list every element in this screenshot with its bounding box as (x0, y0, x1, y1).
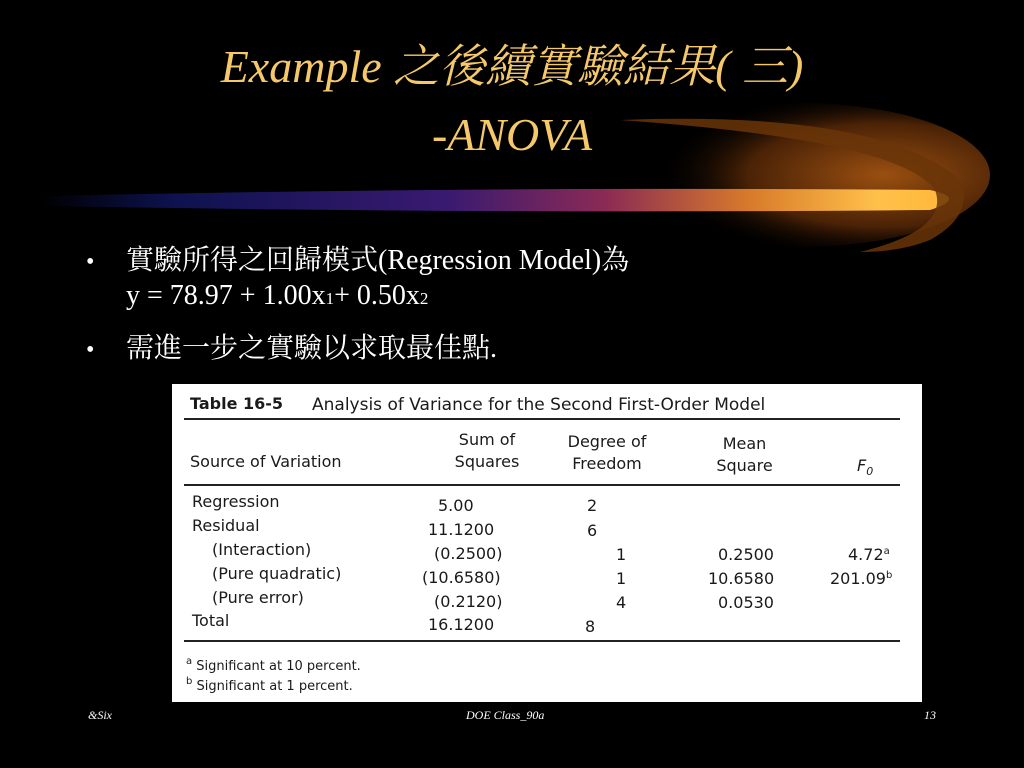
footnote-text: Significant at 1 percent. (196, 679, 353, 694)
header-mean-square (687, 433, 802, 477)
bullet-marker: • (86, 337, 95, 363)
header-ss-line1: Sum of (458, 430, 516, 449)
header-ms-line1: Mean (722, 434, 767, 453)
cell-df: 6 (587, 521, 598, 540)
bullet-text: 需進一步之實驗以求取最佳點. (126, 333, 498, 364)
equation-part-2: + 0.50x (334, 280, 420, 311)
footnote (186, 656, 361, 674)
cell-source: (Pure error) (212, 588, 304, 607)
cell-f0-mark: a (883, 546, 890, 557)
bullet-text-zh: 實驗所得之回歸模式 (126, 245, 379, 276)
cell-df: 1 (616, 569, 627, 588)
header-df-line1: Degree of (567, 432, 647, 451)
footnote (186, 676, 353, 694)
header-sum-of-squares (422, 429, 552, 473)
bullet-text-suffix: 為 (601, 245, 630, 276)
cell-df: 1 (616, 545, 627, 564)
anova-table (172, 384, 922, 702)
footnote-mark: a (186, 656, 193, 667)
cell-f0-value: 201.09 (830, 569, 886, 588)
bullet-list (86, 238, 629, 368)
table-caption: Analysis of Variance for the Second First-Order Model (312, 395, 766, 415)
bullet-item (86, 326, 629, 368)
footnote-text: Significant at 10 percent. (196, 659, 361, 674)
cell-source: (Pure quadratic) (212, 564, 342, 583)
slide-subtitle: -ANOVA (431, 109, 593, 160)
cell-ss: 16.1200 (428, 615, 495, 634)
header-f0 (857, 456, 873, 478)
cell-df: 8 (585, 617, 596, 636)
slide-number: 13 (924, 708, 936, 722)
equation-subscript-1: 1 (325, 289, 335, 308)
cell-df: 2 (587, 496, 598, 515)
header-df-line2: Freedom (572, 454, 642, 473)
regression-equation (86, 280, 629, 326)
cell-source: Regression (192, 492, 280, 511)
cell-ss: (10.6580) (422, 568, 501, 587)
cell-ss: (0.2500) (434, 544, 503, 563)
table-rule-header (184, 484, 900, 486)
cell-ms: 10.6580 (708, 569, 775, 588)
header-ms-line2: Square (716, 456, 773, 475)
cell-f0 (848, 545, 890, 564)
footer-left: &Six (88, 708, 112, 722)
cell-f0-mark: b (885, 570, 893, 581)
table-rule-bottom (184, 640, 900, 642)
bullet-marker: • (86, 249, 95, 275)
cell-ss: (0.2120) (434, 592, 503, 611)
cell-source: Total (192, 611, 230, 630)
cell-ss: 11.1200 (428, 520, 495, 539)
cell-source: Residual (192, 516, 260, 535)
cell-df: 4 (616, 593, 627, 612)
equation-subscript-2: 2 (419, 289, 429, 308)
cell-ms: 0.0530 (718, 593, 774, 612)
table-rule-top (184, 418, 900, 420)
bullet-text (126, 238, 629, 278)
cell-ms: 0.2500 (718, 545, 774, 564)
header-f0-sub: 0 (866, 465, 874, 479)
slide-title: Example 之後續實驗結果( 三) (220, 41, 804, 92)
bullet-text-en: (Regression Model) (378, 245, 602, 276)
footer-center: DOE Class_90a (466, 708, 545, 722)
equation-part-1: y = 78.97 + 1.00x (126, 280, 326, 311)
cell-f0 (830, 569, 892, 588)
bullet-item (86, 238, 629, 280)
header-ss-line2: Squares (454, 452, 520, 471)
table-label: Table 16-5 (190, 394, 284, 413)
header-f0-main: F (857, 456, 867, 475)
header-source: Source of Variation (190, 452, 342, 471)
cell-source: (Interaction) (212, 540, 312, 559)
header-degree-of-freedom (547, 431, 667, 475)
footnote-mark: b (186, 676, 193, 687)
cell-ss: 5.00 (438, 496, 474, 515)
cell-f0-value: 4.72 (848, 545, 884, 564)
